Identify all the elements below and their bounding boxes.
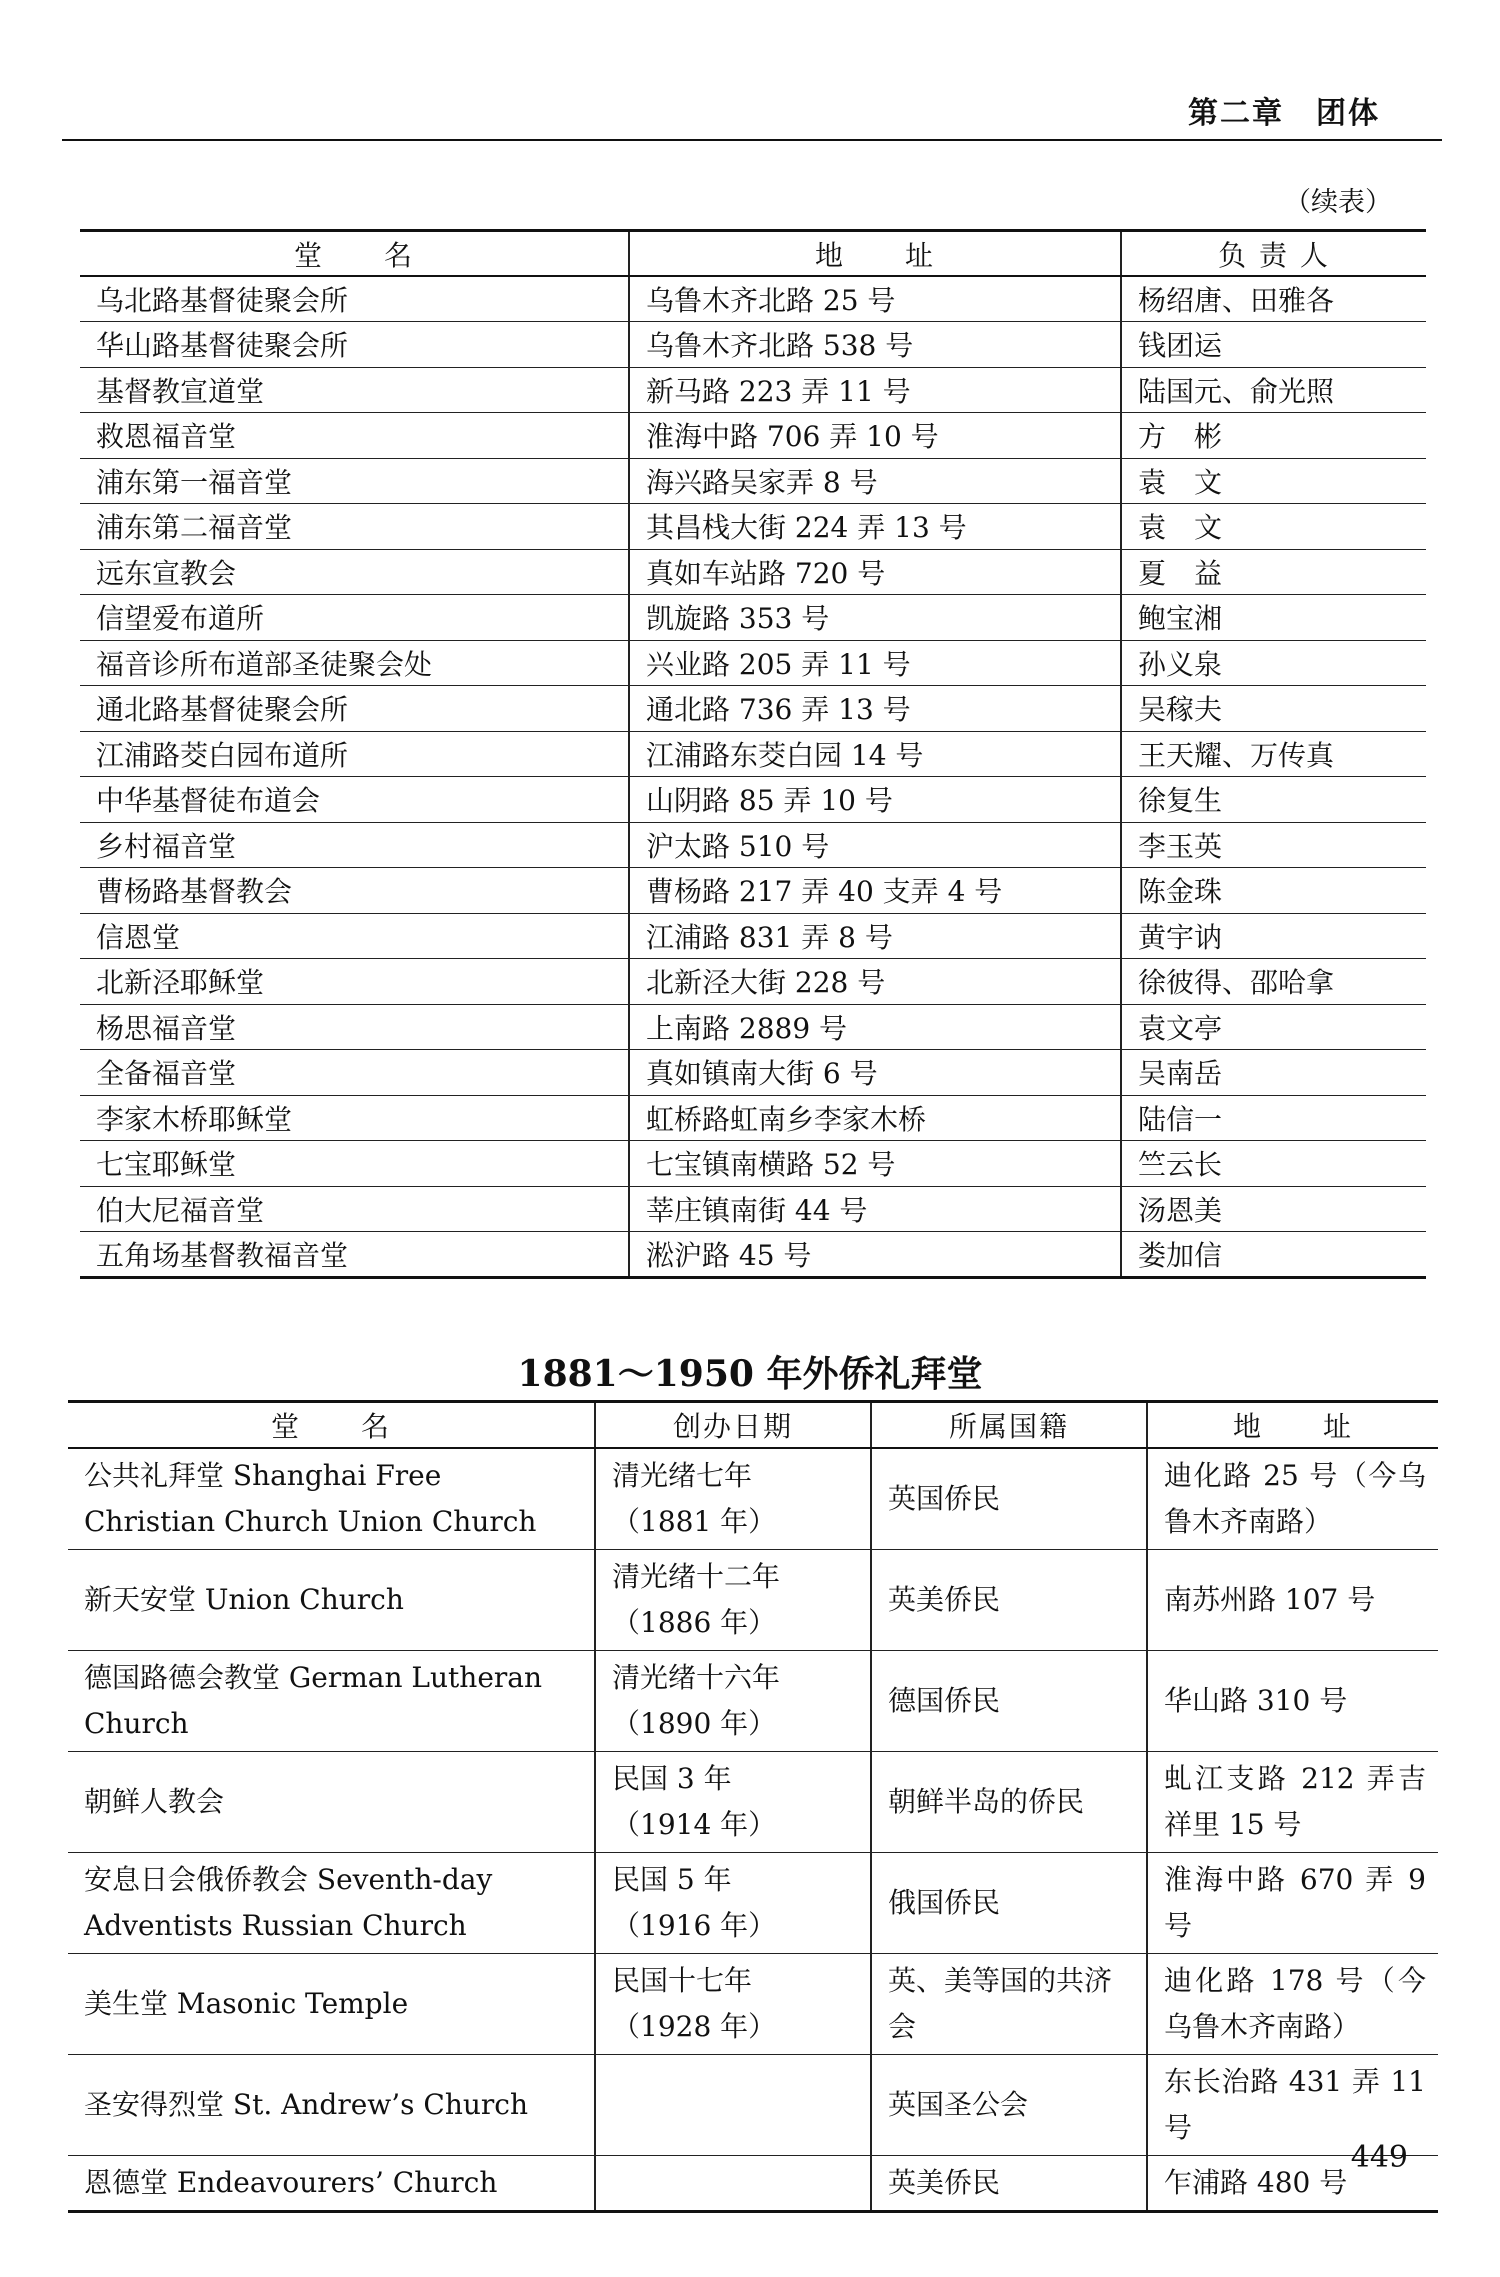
address-cell: 莘庄镇南街 44 号 [629,1186,1121,1232]
address-cell: 凯旋路 353 号 [629,595,1121,641]
person-cell: 汤恩美 [1121,1186,1426,1232]
table-header-row [68,1402,1438,1449]
table-row [80,1050,1426,1096]
church-table [80,229,1426,1279]
table-row [80,276,1426,322]
nationality-cell: 朝鲜半岛的侨民 [871,1752,1147,1853]
table-row [80,822,1426,868]
founded-date-cell: 民国 3 年 （1914 年） [595,1752,871,1853]
table-row [68,1752,1438,1853]
nationality-cell: 英美侨民 [871,1550,1147,1651]
nationality-cell: 英国侨民 [871,1448,1147,1550]
church-name-cell: 华山路基督徒聚会所 [80,322,629,368]
address-cell: 乍浦路 480 号 [1147,2156,1438,2212]
table-row [68,2055,1438,2156]
person-cell: 王天耀、万传真 [1121,731,1426,777]
person-cell: 夏 益 [1121,549,1426,595]
table-row [68,2156,1438,2212]
church-name-cell: 李家木桥耶稣堂 [80,1095,629,1141]
address-cell: 东长治路 431 弄 11 号 [1147,2055,1438,2156]
table-row [80,868,1426,914]
table-row [80,1095,1426,1141]
address-cell: 其昌栈大街 224 弄 13 号 [629,504,1121,550]
person-cell: 陆国元、俞光照 [1121,367,1426,413]
church-name-cell: 五角场基督教福音堂 [80,1232,629,1278]
continued-label: （续表） [1284,187,1392,218]
person-cell: 徐复生 [1121,777,1426,823]
address-cell: 海兴路吴家弄 8 号 [629,458,1121,504]
address-cell: 真如车站路 720 号 [629,549,1121,595]
church-name-cell: 德国路德会教堂 German Lutheran Church [68,1651,595,1752]
person-cell: 方 彬 [1121,413,1426,459]
church-name-cell: 曹杨路基督教会 [80,868,629,914]
table-row [80,549,1426,595]
founded-date-cell: 清光绪七年 （1881 年） [595,1448,871,1550]
church-name-cell: 救恩福音堂 [80,413,629,459]
address-cell: 真如镇南大街 6 号 [629,1050,1121,1096]
person-cell: 陈金珠 [1121,868,1426,914]
church-name-cell: 公共礼拜堂 Shanghai Free Christian Church Union Church [68,1448,595,1550]
address-cell: 乌鲁木齐北路 25 号 [629,276,1121,322]
church-name-cell: 朝鲜人教会 [68,1752,595,1853]
foreign-church-table [68,1400,1438,2213]
table-row [80,640,1426,686]
address-cell: 通北路 736 弄 13 号 [629,686,1121,732]
church-name-cell: 全备福音堂 [80,1050,629,1096]
chapter-title: 第二章 团体 [1188,96,1380,131]
table-row [80,322,1426,368]
church-name-cell: 中华基督徒布道会 [80,777,629,823]
table-row [80,1141,1426,1187]
table-row [80,777,1426,823]
church-name-cell: 浦东第二福音堂 [80,504,629,550]
founded-date-cell [595,2156,871,2212]
address-cell: 淞沪路 45 号 [629,1232,1121,1278]
address-cell: 虬江支路 212 弄吉祥里 15 号 [1147,1752,1438,1853]
church-name-cell: 远东宣教会 [80,549,629,595]
table-row [68,1550,1438,1651]
person-cell: 徐彼得、邵哈拿 [1121,959,1426,1005]
address-cell: 兴业路 205 弄 11 号 [629,640,1121,686]
church-name-cell: 杨思福音堂 [80,1004,629,1050]
founded-date-cell: 清光绪十二年 （1886 年） [595,1550,871,1651]
column-header-nationality: 所属国籍 [871,1402,1147,1449]
person-cell: 娄加信 [1121,1232,1426,1278]
column-header-address: 地 址 [1147,1402,1438,1449]
address-cell: 北新泾大街 228 号 [629,959,1121,1005]
church-name-cell: 福音诊所布道部圣徒聚会处 [80,640,629,686]
address-cell: 曹杨路 217 弄 40 支弄 4 号 [629,868,1121,914]
church-name-cell: 通北路基督徒聚会所 [80,686,629,732]
address-cell: 南苏州路 107 号 [1147,1550,1438,1651]
address-cell: 华山路 310 号 [1147,1651,1438,1752]
table-row [80,504,1426,550]
person-cell: 李玉英 [1121,822,1426,868]
church-name-cell: 江浦路茭白园布道所 [80,731,629,777]
nationality-cell: 英国圣公会 [871,2055,1147,2156]
person-cell: 袁 文 [1121,504,1426,550]
church-name-cell: 浦东第一福音堂 [80,458,629,504]
church-name-cell: 美生堂 Masonic Temple [68,1954,595,2055]
church-name-cell: 伯大尼福音堂 [80,1186,629,1232]
founded-date-cell: 民国十七年 （1928 年） [595,1954,871,2055]
address-cell: 迪化路 178 号（今乌鲁木齐南路） [1147,1954,1438,2055]
person-cell: 袁 文 [1121,458,1426,504]
header-rule [62,139,1442,141]
founded-date-cell [595,2055,871,2156]
church-name-cell: 信望爱布道所 [80,595,629,641]
church-table-body [80,276,1426,1277]
table-row [80,731,1426,777]
person-cell: 吴南岳 [1121,1050,1426,1096]
address-cell: 山阴路 85 弄 10 号 [629,777,1121,823]
person-cell: 钱团运 [1121,322,1426,368]
person-cell: 鲍宝湘 [1121,595,1426,641]
founded-date-cell: 清光绪十六年 （1890 年） [595,1651,871,1752]
person-cell: 杨绍唐、田雅各 [1121,276,1426,322]
church-name-cell: 乌北路基督徒聚会所 [80,276,629,322]
address-cell: 上南路 2889 号 [629,1004,1121,1050]
nationality-cell: 德国侨民 [871,1651,1147,1752]
church-name-cell: 北新泾耶稣堂 [80,959,629,1005]
address-cell: 沪太路 510 号 [629,822,1121,868]
nationality-cell: 英美侨民 [871,2156,1147,2212]
table-row [80,913,1426,959]
church-name-cell: 乡村福音堂 [80,822,629,868]
nationality-cell: 英、美等国的共济会 [871,1954,1147,2055]
church-name-cell: 安息日会俄侨教会 Seventh-day Adventists Russian Church [68,1853,595,1954]
table-row [80,595,1426,641]
person-cell: 吴稼夫 [1121,686,1426,732]
table-row [80,1186,1426,1232]
address-cell: 淮海中路 670 弄 9 号 [1147,1853,1438,1954]
table-header-row [80,231,1426,277]
person-cell: 袁文亭 [1121,1004,1426,1050]
foreign-church-table-body [68,1448,1438,2212]
church-name-cell: 圣安得烈堂 St. Andrew’s Church [68,2055,595,2156]
address-cell: 江浦路东茭白园 14 号 [629,731,1121,777]
table-row [80,1004,1426,1050]
church-name-cell: 恩德堂 Endeavourers’ Church [68,2156,595,2212]
table-row [80,1232,1426,1278]
address-cell: 乌鲁木齐北路 538 号 [629,322,1121,368]
table-row [68,1954,1438,2055]
person-cell: 孙义泉 [1121,640,1426,686]
table-row [68,1651,1438,1752]
church-name-cell: 新天安堂 Union Church [68,1550,595,1651]
section-title: 1881～1950 年外侨礼拜堂 [517,1353,983,1395]
address-cell: 虹桥路虹南乡李家木桥 [629,1095,1121,1141]
address-cell: 新马路 223 弄 11 号 [629,367,1121,413]
table-row [80,367,1426,413]
church-name-cell: 信恩堂 [80,913,629,959]
church-name-cell: 七宝耶稣堂 [80,1141,629,1187]
address-cell: 七宝镇南横路 52 号 [629,1141,1121,1187]
column-header-address: 地 址 [629,231,1121,277]
column-header-founded: 创办日期 [595,1402,871,1449]
table-row [80,458,1426,504]
page-number: 449 [1350,2140,1408,2175]
table-row [80,959,1426,1005]
church-name-cell: 基督教宣道堂 [80,367,629,413]
table-row [68,1853,1438,1954]
person-cell: 黄宇讷 [1121,913,1426,959]
table-row [80,413,1426,459]
nationality-cell: 俄国侨民 [871,1853,1147,1954]
column-header-name: 堂 名 [80,231,629,277]
person-cell: 竺云长 [1121,1141,1426,1187]
founded-date-cell: 民国 5 年 （1916 年） [595,1853,871,1954]
table-row [68,1448,1438,1550]
column-header-person: 负 责 人 [1121,231,1426,277]
address-cell: 淮海中路 706 弄 10 号 [629,413,1121,459]
column-header-name: 堂 名 [68,1402,595,1449]
address-cell: 迪化路 25 号（今乌鲁木齐南路） [1147,1448,1438,1550]
address-cell: 江浦路 831 弄 8 号 [629,913,1121,959]
person-cell: 陆信一 [1121,1095,1426,1141]
table-row [80,686,1426,732]
